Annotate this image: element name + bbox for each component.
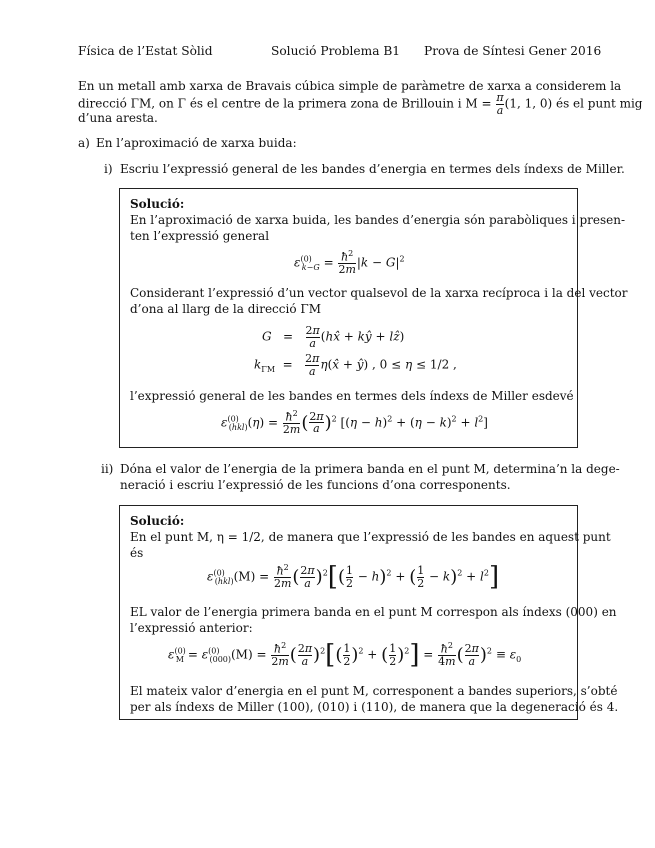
equation-energy-at-m: $\varepsilon^{(0)}_M = \varepsilon^{(0)}_{(000)}(M)$ = $\frac{ħ^2}{2m}$ ( $\frac{2\pi}{a}$ )$^2$[( $\frac{1}{2}$ )$^2$ + ( $\frac{1}{2}$ )$^2$] = $\frac{ħ^2}{4m}$ ( $\frac{2\pi}{a}$ )$^2 \equiv \varepsilon_0$ [168,640,522,670]
solution-2-heading: Solució: [130,514,185,528]
solution-2-p2-line2: l’expressió anterior: [130,621,253,635]
equation-bands-at-m: $\varepsilon^{(0)}_{(hkl)}(M)$ = $\frac{ħ^2}{2m}$ ( $\frac{2\pi}{a}$ )$^2$[( $\frac{1}{2}$ − h)$^2$ + ( $\frac{1}{2}$ − $k)^2 + l^2$] [207,562,500,592]
solution-1-p2-line1: Considerant l’expressió d’un vector qualsevol de la xarxa recíproca i la del vector [130,286,628,300]
solution-2-p1-line2: és [130,546,144,560]
item-ii-line-2: neració i escriu l’expressió de les funcions d’ona corresponents. [120,478,511,492]
solution-1-p1-line1: En l’aproximació de xarxa buida, les bandes d’energia són parabòliques i presen- [130,213,626,227]
intro-line-3: d’una aresta. [78,111,158,125]
part-a-text: En l’aproximació de xarxa buida: [96,136,297,150]
solution-2-p3-line2: per als índexs de Miller (100), (010) i (110), de manera que la degeneració és 4. [130,700,619,714]
solution-2-p3-line1: El mateix valor d’energia en el punt M, corresponent a bandes superiors, s’obté [130,684,618,698]
equation-wave-vector: $k_{\Gamma M}$ = $\frac{2\pi}{a}$ η(x̂ + ŷ) , 0 ≤ η ≤ 1/2 , [254,352,457,378]
solution-2-p1-line1: En el punt M, η = 1/2, de manera que l’expressió de les bandes en aquest punt [130,530,611,544]
intro-line-2: direcció ΓM, on Γ és el centre de la primera zona de Brillouin i M = $\frac{\pi}{a}$ (1, 1, 0) és el punt mig [78,91,643,117]
header-course: Física de l’Estat Sòlid [78,44,213,58]
header-title: Solució Problema B1 [271,44,401,58]
equation-free-electron-band: $\varepsilon^{(0)}_{k-G}$ = $\frac{ħ^2}{2m}$ $|k - G|^2$ [294,249,405,277]
solution-2-p2-line1: EL valor de l’energia primera banda en el punt M correspon als índexs (000) en [130,605,617,619]
solution-1-p3: l’expressió general de les bandes en termes dels índexs de Miller esdevé [130,389,574,403]
solution-1-p1-line2: ten l’expressió general [130,229,270,243]
item-ii-label: ii) [101,462,114,476]
item-ii-line-1: Dóna el valor de l’energia de la primera banda en el punt M, determina’n la dege- [120,462,620,476]
item-i-label: i) [104,162,113,176]
item-i-text: Escriu l’expressió general de les bandes d’energia en termes dels índexs de Miller. [120,162,625,176]
equation-reciprocal-vector: G = $\frac{2\pi}{a}$ (hx̂ + kŷ + lẑ) [262,324,405,350]
header-exam: Prova de Síntesi Gener 2016 [424,44,602,58]
part-a-label: a) [78,136,90,150]
solution-1-p2-line2: d’ona al llarg de la direcció ΓM [130,302,321,316]
solution-1-heading: Solució: [130,197,185,211]
equation-miller-bands: $\varepsilon^{(0)}_{(hkl)}(\eta)$ = $\frac{ħ^2}{2m}$ ( $\frac{2\pi}{a}$ )$^2$ $[(\eta - h)^2 + (\eta - k)^2 + l^2]$ [221,409,488,437]
intro-line-1: En un metall amb xarxa de Bravais cúbica simple de paràmetre de xarxa a considerem la [78,79,622,93]
